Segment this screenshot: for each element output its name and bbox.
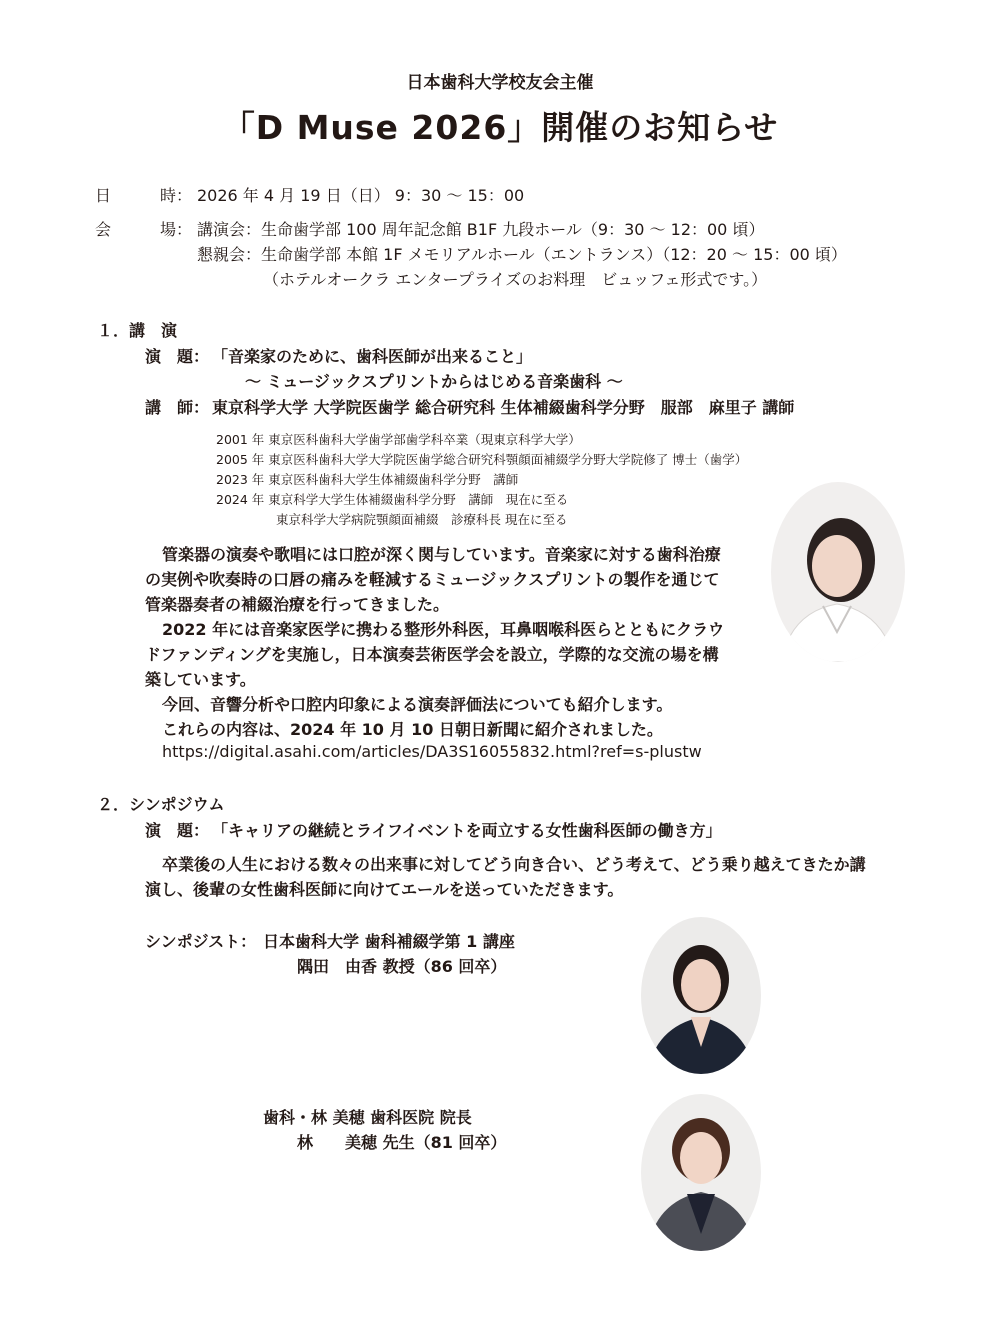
venue-label-1: 会 — [95, 220, 112, 239]
venue-reception: 懇親会：生命歯学部 本館 1F メモリアルホール（エントランス）（12：20 〜 15：00 頃） — [197, 245, 847, 264]
symposist2-name: 林 美穂 先生（81 回卒） — [297, 1133, 507, 1152]
venue-note: （ホテルオークラ エンタープライズのお料理 ビュッフェ形式です。） — [263, 270, 768, 289]
symposist2-affiliation: 歯科・林 美穂 歯科医院 院長 — [263, 1108, 472, 1127]
lecture-description-line: 管楽器の演奏や歌唱には口腔が深く関与しています。音楽家に対する歯科治療 — [162, 545, 721, 564]
date-label-1: 日 — [95, 186, 112, 205]
lecture-description-line: 管楽器奏者の補綴治療を行ってきました。 — [145, 595, 450, 614]
career-item: 2005 年 東京医科歯科大学大学院医歯学総合研究科顎顔面補綴学分野大学院修了 博士（歯学） — [216, 452, 748, 467]
lecture-description-line: の実例や吹奏時の口唇の痛みを軽減するミュージックスプリントの製作を通じて — [145, 570, 720, 589]
career-item: 2023 年 東京医科歯科大学生体補綴歯科学分野 講師 — [216, 472, 519, 487]
symposium-description-line: 演し、後輩の女性歯科医師に向けてエールを送っていただきます。 — [145, 880, 624, 899]
section1-subtitle: 〜 ミュージックスプリントからはじめる音楽歯科 〜 — [245, 372, 623, 391]
section1-lecturer: 東京科学大学 大学院医歯学 総合研究科 生体補綴歯科学分野 服部 麻里子 講師 — [212, 398, 795, 417]
section1-topic-label: 演 題： — [145, 347, 210, 366]
section2-topic: 「キャリアの継続とライフイベントを両立する女性歯科医師の働き方」 — [212, 821, 722, 840]
symposist-label: シンポジスト： — [145, 932, 257, 951]
article-link[interactable]: https://digital.asahi.com/articles/DA3S16055832.html?ref=s-plustw — [162, 742, 702, 761]
section2-heading: ２．シンポジウム — [97, 795, 225, 814]
section2-topic-label: 演 題： — [145, 821, 210, 840]
lecture-description-line: これらの内容は、2024 年 10 月 10 日朝日新聞に紹介されました。 — [162, 720, 663, 739]
career-item: 2024 年 東京科学大学生体補綴歯科学分野 講師 現在に至る — [216, 492, 569, 507]
venue-label-2: 場： — [160, 220, 193, 239]
section1-lecturer-label: 講 師： — [145, 398, 210, 417]
event-date: 2026 年 4 月 19 日（日） 9：30 〜 15：00 — [197, 186, 525, 205]
section1-heading: １．講 演 — [97, 321, 178, 340]
venue-lecture: 講演会：生命歯学部 100 周年記念館 B1F 九段ホール（9：30 〜 12：00 頃） — [197, 220, 765, 239]
lecture-description-line: 2022 年には音楽家医学に携わる整形外科医，耳鼻咽喉科医らとともにクラウ — [162, 620, 725, 639]
symposist2-photo — [641, 1094, 761, 1251]
symposist1-photo — [641, 917, 761, 1074]
career-item: 2001 年 東京医科歯科大学歯学部歯学科卒業（現東京科学大学） — [216, 432, 581, 447]
page-title: 「D Muse 2026」開催のお知らせ — [221, 108, 779, 147]
lecture-description-line: ドファンディングを実施し，日本演奏芸術医学会を設立，学際的な交流の場を構 — [145, 645, 719, 664]
date-label-2: 時： — [160, 186, 193, 205]
section1-topic: 「音楽家のために、歯科医師が出来ること」 — [212, 347, 533, 366]
event-sponsor: 日本歯科大学校友会主催 — [406, 73, 594, 93]
symposium-description-line: 卒業後の人生における数々の出来事に対してどう向き合い、どう考えて、どう乗り越えてきたか講 — [162, 855, 866, 874]
lecture-description-line: 今回、音響分析や口腔内印象による演奏評価法についても紹介します。 — [162, 695, 673, 714]
career-item: 東京科学大学病院顎顔面補綴 診療科長 現在に至る — [276, 512, 568, 527]
symposist1-name: 隅田 由香 教授（86 回卒） — [297, 957, 507, 976]
symposist1-affiliation: 日本歯科大学 歯科補綴学第 1 講座 — [263, 932, 515, 951]
lecturer-photo — [771, 482, 905, 662]
lecture-description-line: 築しています。 — [145, 670, 256, 689]
